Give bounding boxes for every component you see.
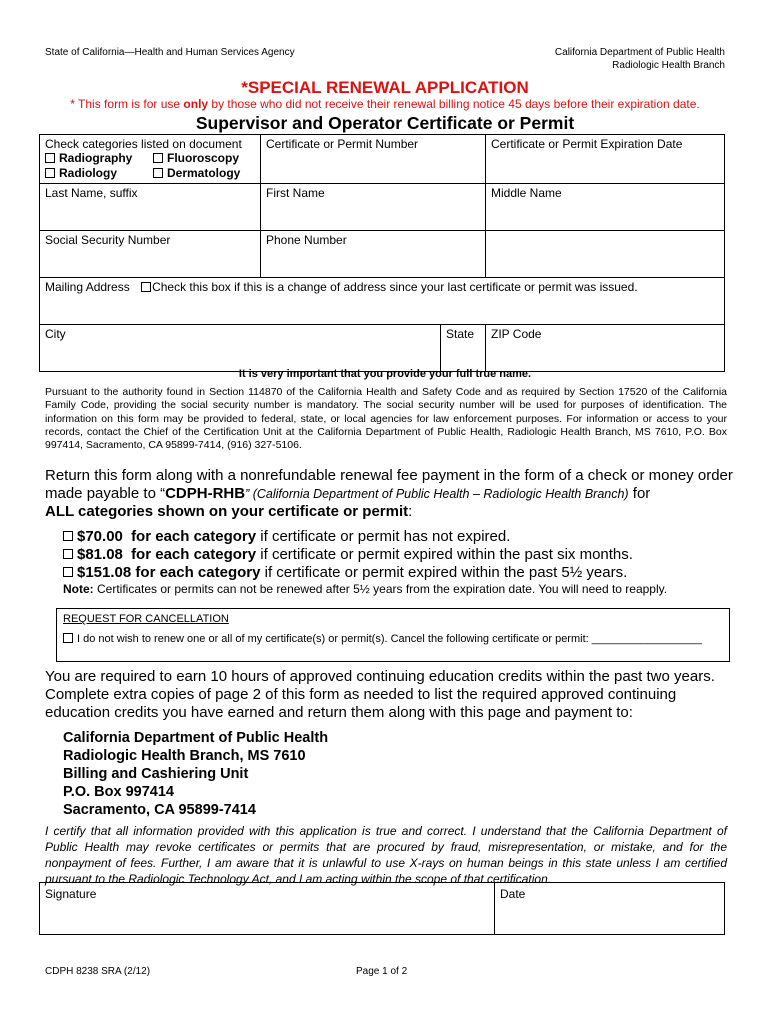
fee-item[interactable]	[63, 528, 633, 546]
payee-full: (California Department of Public Health – Radiologic Health Branch)	[252, 487, 629, 501]
agency-header: State of California—Health and Human Services Agency	[45, 47, 295, 58]
zip-label: ZIP Code	[491, 327, 542, 341]
expiration-field[interactable]	[486, 135, 725, 184]
fee-amount: $81.08	[77, 546, 123, 563]
important-notice: It is very important that you provide your full true name.	[238, 368, 532, 380]
checkbox-icon[interactable]	[153, 153, 163, 163]
date-field[interactable]	[495, 883, 725, 935]
signature-table	[39, 882, 725, 935]
renewal-note	[63, 582, 667, 596]
form-id: CDPH 8238 SRA (2/12)	[45, 966, 151, 977]
checkbox-icon[interactable]	[63, 567, 73, 577]
category-label: Radiology	[59, 166, 118, 180]
middle-name-field[interactable]	[486, 184, 725, 231]
checkbox-icon[interactable]	[63, 531, 73, 541]
fee-amount: $70.00	[77, 528, 123, 545]
privacy-statement: Pursuant to the authority found in Section 114870 of the California Health and Safety Code and as required by Section 17520 of the California Family Code, providing the social security number is mandatory. The social security number will be used for purposes of identification. The information on this form may be provided to federal, state, or local agencies for law enforcement purposes. For information or access to your records, contact the Chief of the Certification Unit at the California Department of Public Health, Radiologic Health Branch, MS 7610, P.O. Box 997414, Sacramento, CA 95899-7414, (916) 327-5106.	[45, 386, 727, 452]
last-name-label: Last Name, suffix	[45, 186, 138, 200]
fee-condition: if certificate or permit expired within the past six months.	[256, 546, 633, 563]
department-name: California Department of Public Health	[554, 47, 725, 58]
department-header	[555, 46, 725, 72]
category-radiology[interactable]	[45, 166, 153, 181]
category-fluoroscopy[interactable]	[153, 151, 239, 166]
ssn-label: Social Security Number	[45, 233, 171, 247]
payee: CDPH-RHB	[165, 485, 246, 502]
checkbox-icon[interactable]	[141, 282, 151, 292]
note-label: Note:	[63, 582, 94, 596]
address-line: Billing and Cashiering Unit	[63, 766, 249, 782]
address-change-label: Check this box if this is a change of address since your last certificate or permit was issued.	[152, 280, 638, 294]
all-categories: ALL categories shown on your certificate or permit	[45, 503, 409, 520]
address-change-checkbox[interactable]	[141, 280, 638, 294]
first-name-field[interactable]	[261, 184, 486, 231]
categories-label: Check categories listed on document	[45, 137, 242, 151]
notice-after: by those who did not receive their renewal billing notice 45 days before their expiration date.	[208, 97, 700, 111]
checkbox-icon[interactable]	[45, 153, 55, 163]
category-label: Radiography	[59, 151, 133, 165]
certification-statement: I certify that all information provided with this application is true and correct. I understand that the California Department of Public Health may revoke certificates or permits that are procured by fraud, misrepresentation, or mistake, and for the nonpayment of fees. Further, I am aware that it is unlawful to use X-rays on human beings in this state unless I am certified pursuant to the Radiologic Technology Act, and I am acting within the scope of that certification.	[45, 824, 727, 886]
fee-amount: $151.08	[77, 564, 132, 581]
signature-field[interactable]	[40, 883, 495, 935]
checkbox-icon[interactable]	[153, 168, 163, 178]
checkbox-icon[interactable]	[63, 633, 73, 643]
checkbox-icon[interactable]	[45, 168, 55, 178]
state-label: State	[446, 327, 475, 341]
fee-condition: if certificate or permit expired within the past 5½ years.	[260, 564, 628, 581]
city-field[interactable]	[40, 325, 441, 372]
checkbox-icon[interactable]	[63, 549, 73, 559]
category-dermatology[interactable]	[153, 166, 240, 181]
last-name-field[interactable]	[40, 184, 261, 231]
cancellation-title: REQUEST FOR CANCELLATION	[63, 613, 229, 625]
cancellation-text: I do not wish to renew one or all of my certificate(s) or permit(s). Cancel the following certificate or permit: __________________	[77, 633, 702, 645]
notice-emphasis: only	[183, 97, 209, 111]
form-title: Supervisor and Operator Certificate or Permit	[195, 113, 575, 133]
fee-per: for each category	[135, 564, 261, 581]
date-label: Date	[500, 887, 526, 901]
expiration-label: Certificate or Permit Expiration Date	[491, 137, 683, 151]
applicant-info-table	[39, 134, 725, 372]
address-line: P.O. Box 997414	[63, 784, 174, 800]
address-line: California Department of Public Health	[63, 730, 329, 746]
branch-name: Radiologic Health Branch	[612, 60, 725, 71]
mailing-address-label: Mailing Address	[45, 280, 130, 294]
middle-name-label: Middle Name	[491, 186, 562, 200]
mailing-address-block	[63, 729, 328, 819]
fee-condition: if certificate or permit has not expired.	[256, 528, 511, 545]
city-label: City	[45, 327, 66, 341]
state-field[interactable]	[441, 325, 486, 372]
blank-cell	[486, 231, 725, 278]
fee-item[interactable]	[63, 546, 633, 564]
category-label: Fluoroscopy	[167, 151, 240, 165]
notice-before: * This form is for use	[70, 97, 184, 111]
cert-number-field[interactable]	[261, 135, 486, 184]
cancellation-box	[56, 608, 730, 662]
fee-list	[63, 528, 633, 582]
address-line: Radiologic Health Branch, MS 7610	[63, 748, 306, 764]
return-quote: ”	[245, 487, 253, 501]
mailing-address-field[interactable]	[40, 278, 725, 325]
category-radiography[interactable]	[45, 151, 153, 166]
fee-per: for each category	[131, 528, 257, 545]
return-text-1: Return this form along with a nonrefundable renewal fee payment in the form of a check or money order made payable to “	[45, 467, 733, 502]
cancellation-option[interactable]	[63, 633, 702, 645]
cert-number-label: Certificate or Permit Number	[266, 137, 419, 151]
ce-requirement: You are required to earn 10 hours of approved continuing education credits within the past two years. Complete extra copies of page 2 of this form as needed to list the required approved continuing education credits you have earned and return them along with this page and payment to:	[45, 668, 715, 721]
special-renewal-title: *SPECIAL RENEWAL APPLICATION	[241, 78, 529, 97]
category-label: Dermatology	[167, 166, 241, 180]
ssn-field[interactable]	[40, 231, 261, 278]
fee-item[interactable]	[63, 564, 633, 582]
usage-notice	[0, 97, 770, 111]
zip-field[interactable]	[486, 325, 725, 372]
note-text: Certificates or permits can not be renewed after 5½ years from the expiration date. You will need to reapply.	[93, 582, 668, 596]
signature-label: Signature	[45, 887, 97, 901]
return-colon: :	[408, 503, 413, 520]
phone-field[interactable]	[261, 231, 486, 278]
return-instructions	[45, 467, 735, 521]
categories-cell	[40, 135, 261, 184]
return-text-2: for	[628, 485, 651, 502]
fee-per: for each category	[131, 546, 257, 563]
phone-label: Phone Number	[266, 233, 347, 247]
page-number: Page 1 of 2	[356, 966, 408, 977]
address-line: Sacramento, CA 95899-7414	[63, 802, 256, 818]
first-name-label: First Name	[266, 186, 325, 200]
